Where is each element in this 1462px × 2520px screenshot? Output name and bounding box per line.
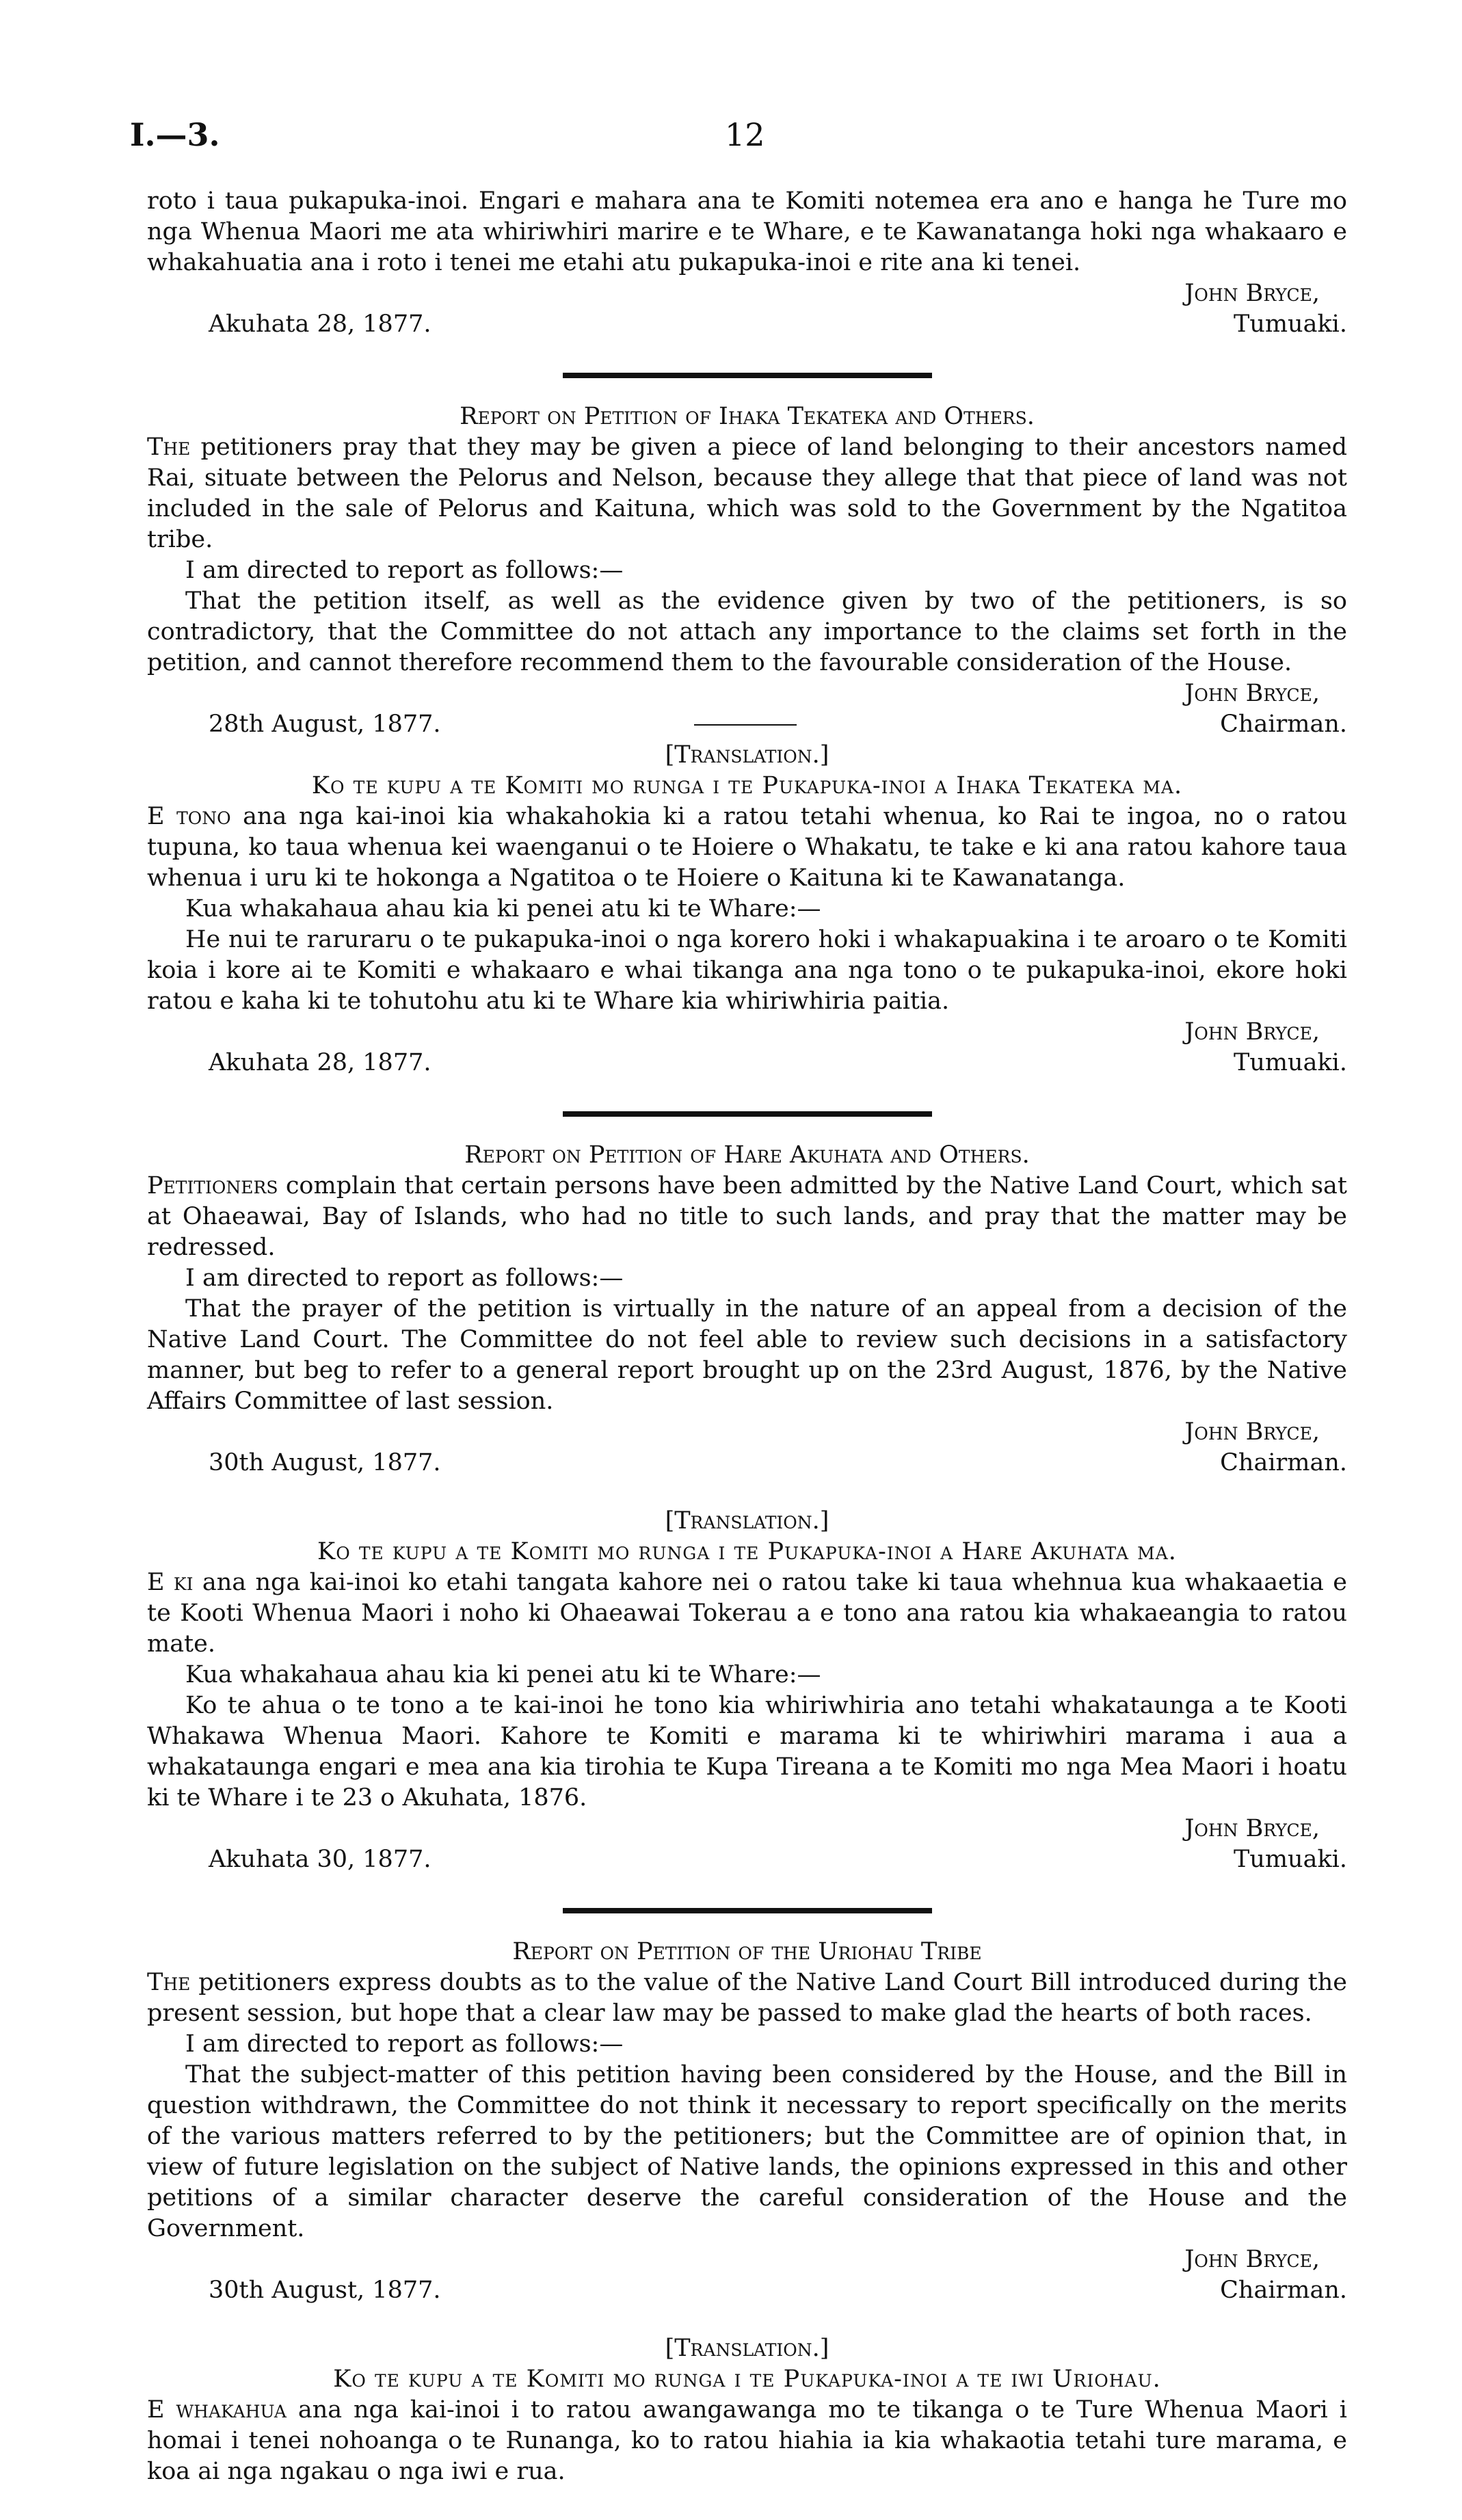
maori-summary: E tono ana nga kai-inoi kia whakahokia ki a ratou tetahi whenua, ko Rai te ingoa, no o ratou tupuna, ko taua whenua kei waenganui o te Hoiere o Whakatu, te take e ki ana ratou kahore taua whenua i uru ki te hokonga a Ngatitoa o te Hoiere o Kaituna ki te Kawanatanga.	[147, 803, 1347, 892]
signer-name: John Bryce,	[1184, 1018, 1320, 1046]
signer-name: John Bryce,	[1184, 2246, 1320, 2273]
paper-reference: I.—3.	[130, 116, 220, 153]
section-signature	[147, 1417, 1347, 1478]
petition-summary: The petitioners pray that they may be given a piece of land belonging to their ancestors named Rai, situate between the Pelorus and Nelson, because they allege that that piece of land was not included in the sale of Pelorus and Kaituna, which was sold to the Government by the Ngatitoa tribe.	[147, 434, 1347, 553]
signature-date: Akuhata 30, 1877.	[209, 1846, 431, 1873]
signer-role: Tumuaki.	[1233, 1846, 1347, 1873]
maori-finding: He nui te raruraru o te pukapuka-inoi o nga korero hoki i whakapuakina i te aroaro o te Komiti koia i kore ai te Komiti e whakaaro e whai tikanga ana nga tono o te pukapuka-inoi, ekore hoki ratou e kaha ki te tohutohu atu ki te Whare kia whiriwhiria paitia.	[147, 926, 1347, 1015]
signer-role: Chairman.	[1220, 1449, 1347, 1476]
committee-finding: That the prayer of the petition is virtually in the nature of an appeal from a decision of the Native Land Court. The Committee do not feel able to review such decisions in a satisfactory manner, but beg to refer to a general report brought up on the 23rd August, 1876, by the Native Affairs Committee of last session.	[147, 1295, 1347, 1415]
page-content	[147, 186, 1347, 2487]
petition-summary: Petitioners complain that certain persons have been admitted by the Native Land Court, which sat at Ohaeawai, Bay of Islands, who had no title to such lands, and pray that the matter may be redressed.	[147, 1172, 1347, 1261]
signer-role: Chairman.	[1220, 711, 1347, 738]
translation-title: Ko te kupu a te Komiti mo runga i te Pukapuka-inoi a Ihaka Tekateka ma.	[311, 772, 1183, 799]
section-title: Report on Petition of the Uriohau Tribe	[512, 1938, 982, 1965]
signer-role: Tumuaki.	[1233, 310, 1347, 338]
directive-line: I am directed to report as follows:—	[185, 557, 624, 584]
maori-summary: E whakahua ana nga kai-inoi i to ratou awangawanga mo te tikanga o te Ture Whenua Maori i homai i tenei nohoanga o te Runanga, ko to ratou hiahia ia kia whakaotia tetahi ture marama, e koa ai nga ngakau o nga iwi e rua.	[147, 2396, 1347, 2485]
directive-line: I am directed to report as follows:—	[185, 1264, 624, 1292]
section-title: Report on Petition of Hare Akuhata and Others.	[464, 1141, 1030, 1169]
signature-date: 30th August, 1877.	[209, 2277, 441, 2304]
signature-date: Akuhata 28, 1877.	[209, 310, 431, 338]
maori-signature	[147, 1017, 1347, 1078]
signer-name: John Bryce,	[1184, 1418, 1320, 1446]
maori-directive: Kua whakahaua ahau kia ki penei atu ki te Whare:—	[185, 1661, 821, 1688]
signer-row	[147, 678, 1347, 709]
translation-label: [Translation.]	[665, 1507, 829, 1535]
maori-signature	[147, 1814, 1347, 1875]
section-divider	[563, 1111, 932, 1117]
committee-finding: That the petition itself, as well as the evidence given by two of the petitioners, is so contradictory, that the Committee do not attach any importance to the claims set forth in the petition, and cannot therefore recommend them to the favourable consideration of the House.	[147, 587, 1347, 676]
short-divider	[694, 724, 797, 726]
date-row	[147, 709, 1347, 740]
page-header	[130, 116, 1354, 164]
signer-name: John Bryce,	[1184, 1815, 1320, 1842]
section-divider	[563, 373, 932, 378]
signer-role: Tumuaki.	[1233, 1049, 1347, 1076]
signature-date: 28th August, 1877.	[209, 711, 441, 738]
signature-date: Akuhata 28, 1877.	[209, 1049, 431, 1076]
signer-name: John Bryce,	[1184, 280, 1320, 307]
intro-paragraph: roto i taua pukapuka-inoi. Engari e mahara ana te Komiti notemea era ano e hanga he Ture mo nga Whenua Maori me ata whiriwhiri marire e te Whare, e te Kawanatanga hoki nga whakaaro e whakahuatia ana i roto i tenei me etahi atu pukapuka-inoi e rite ana ki tenei.	[147, 187, 1347, 276]
intro-signature	[147, 278, 1347, 340]
signature-date: 30th August, 1877.	[209, 1449, 441, 1476]
signer-role: Chairman.	[1220, 2277, 1347, 2304]
section-title: Report on Petition of Ihaka Tekateka and Others.	[460, 403, 1035, 430]
petition-summary: The petitioners express doubts as to the value of the Native Land Court Bill introduced during the present session, but hope that a clear law may be passed to make glad the hearts of both races.	[147, 1969, 1347, 2027]
maori-finding: Ko te ahua o te tono a te kai-inoi he tono kia whiriwhiria ano tetahi whakataunga a te Kooti Whakawa Whenua Maori. Kahore te Komiti e marama ki te whiriwhiri marama i aua a whakataunga engari e mea ana kia tirohia te Kupa Tireana a te Komiti mo nga Mea Maori i hoatu ki te Whare i te 23 o Akuhata, 1876.	[147, 1692, 1347, 1812]
page-number: 12	[725, 116, 765, 153]
maori-directive: Kua whakahaua ahau kia ki penei atu ki te Whare:—	[185, 895, 821, 923]
translation-title: Ko te kupu a te Komiti mo runga i te Pukapuka-inoi a Hare Akuhata ma.	[317, 1538, 1177, 1565]
maori-summary: E ki ana nga kai-inoi ko etahi tangata kahore nei o ratou take ki taua whehnua kua whakaaetia e te Kooti Whenua Maori i noho ki Ohaeawai Tokerau a e tono ana ratou kia whakaeangia to ratou mate.	[147, 1569, 1348, 1658]
signer-name: John Bryce,	[1184, 680, 1320, 707]
translation-title: Ko te kupu a te Komiti mo runga i te Pukapuka-inoi a te iwi Uriohau.	[333, 2365, 1161, 2393]
section-signature	[147, 2244, 1347, 2306]
directive-line: I am directed to report as follows:—	[185, 2030, 624, 2058]
section-divider	[563, 1908, 932, 1913]
translation-label: [Translation.]	[665, 2335, 829, 2362]
committee-finding: That the subject-matter of this petition having been considered by the House, and the Bill in question withdrawn, the Committee do not think it necessary to report specifically on the merits of the various matters referred to by the petitioners; but the Committee are of opinion that, in view of future legislation on the subject of Native lands, the opinions expressed in this and other petitions of a similar character deserve the careful consideration of the House and the Government.	[147, 2061, 1347, 2242]
translation-label: [Translation.]	[665, 741, 829, 769]
